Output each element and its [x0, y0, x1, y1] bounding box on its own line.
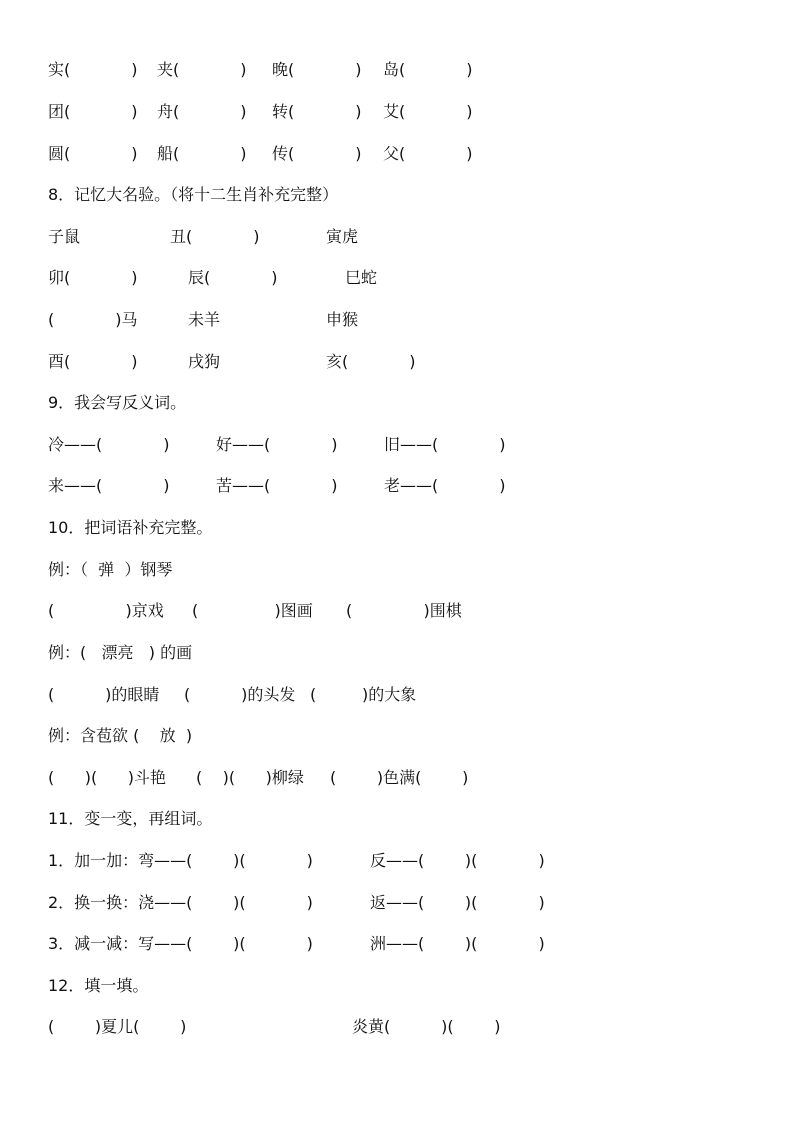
- q9-r1-c3: 旧——( ): [384, 435, 506, 454]
- q11-r2-right: 返——( )( ): [370, 893, 545, 912]
- q10-r3-c3: ( )色满( ): [330, 768, 469, 787]
- q7-r1-c3: 晚( ): [272, 60, 362, 79]
- q8-r3-c3: 申猴: [326, 310, 359, 329]
- q7-r3-c2: 船( ): [157, 144, 247, 163]
- q10-example-1: 例：（ 弹 ）钢琴: [48, 560, 173, 579]
- q8-r3-c2: 未羊: [188, 310, 221, 329]
- q9-r1-c2: 好——( ): [216, 435, 338, 454]
- q10-example-3: 例：含苞欲 ( 放 ): [48, 726, 193, 745]
- q12-r1-left: ( )夏儿( ): [48, 1017, 187, 1036]
- q10-title: 10．把词语补充完整。: [48, 518, 213, 537]
- q10-r3-c1: ( )( )斗艳: [48, 768, 167, 787]
- q12-title: 12．填一填。: [48, 976, 149, 995]
- q8-r4-c3: 亥( ): [326, 352, 416, 371]
- q11-r2-left: 2．换一换：浇——( )( ): [48, 893, 313, 912]
- q7-r1-c2: 夹( ): [157, 60, 247, 79]
- q8-title: 8．记忆大名验。（将十二生肖补充完整）: [48, 185, 339, 204]
- q9-r2-c1: 来——( ): [48, 476, 170, 495]
- q8-r2-c2: 辰( ): [188, 268, 278, 287]
- q10-example-2: 例：( 漂亮 ) 的画: [48, 643, 193, 662]
- q7-r3-c3: 传( ): [272, 144, 362, 163]
- q11-r3-left: 3．减一减：写——( )( ): [48, 934, 313, 953]
- q7-r3-c1: 圆( ): [48, 144, 138, 163]
- q7-r2-c3: 转( ): [272, 102, 362, 121]
- q10-r1-c1: ( )京戏: [48, 601, 164, 620]
- q10-r2-c2: ( )的头发: [184, 685, 296, 704]
- q7-r2-c2: 舟( ): [157, 102, 247, 121]
- q11-r3-right: 洲——( )( ): [370, 934, 545, 953]
- q7-r1-c1: 实( ): [48, 60, 138, 79]
- q8-r4-c2: 戌狗: [188, 352, 221, 371]
- q9-r1-c1: 冷——( ): [48, 435, 170, 454]
- q7-r1-c4: 岛( ): [383, 60, 473, 79]
- q11-title: 11．变一变，再组词。: [48, 809, 213, 828]
- q7-r3-c4: 父( ): [383, 144, 473, 163]
- q8-r4-c1: 酉( ): [48, 352, 138, 371]
- q8-r2-c3: 巳蛇: [345, 268, 378, 287]
- q8-r3-c1: ( )马: [48, 310, 138, 329]
- q7-r2-c4: 艾( ): [383, 102, 473, 121]
- q9-title: 9．我会写反义词。: [48, 393, 187, 412]
- q10-r3-c2: ( )( )柳绿: [196, 768, 304, 787]
- q11-r1-right: 反——( )( ): [370, 851, 545, 870]
- q10-r2-c1: ( )的眼睛: [48, 685, 160, 704]
- q7-r2-c1: 团( ): [48, 102, 138, 121]
- q8-r2-c1: 卯( ): [48, 268, 138, 287]
- q10-r1-c3: ( )围棋: [346, 601, 462, 620]
- q11-r1-left: 1．加一加：弯——( )( ): [48, 851, 313, 870]
- q12-r1-right: 炎黄( )( ): [352, 1017, 501, 1036]
- q8-r1-c2: 丑( ): [170, 227, 260, 246]
- q9-r2-c3: 老——( ): [384, 476, 506, 495]
- q10-r1-c2: ( )图画: [192, 601, 313, 620]
- q10-r2-c3: ( )的大象: [310, 685, 417, 704]
- q9-r2-c2: 苦——( ): [216, 476, 338, 495]
- q8-r1-c1: 子鼠: [48, 227, 81, 246]
- q8-r1-c3: 寅虎: [326, 227, 359, 246]
